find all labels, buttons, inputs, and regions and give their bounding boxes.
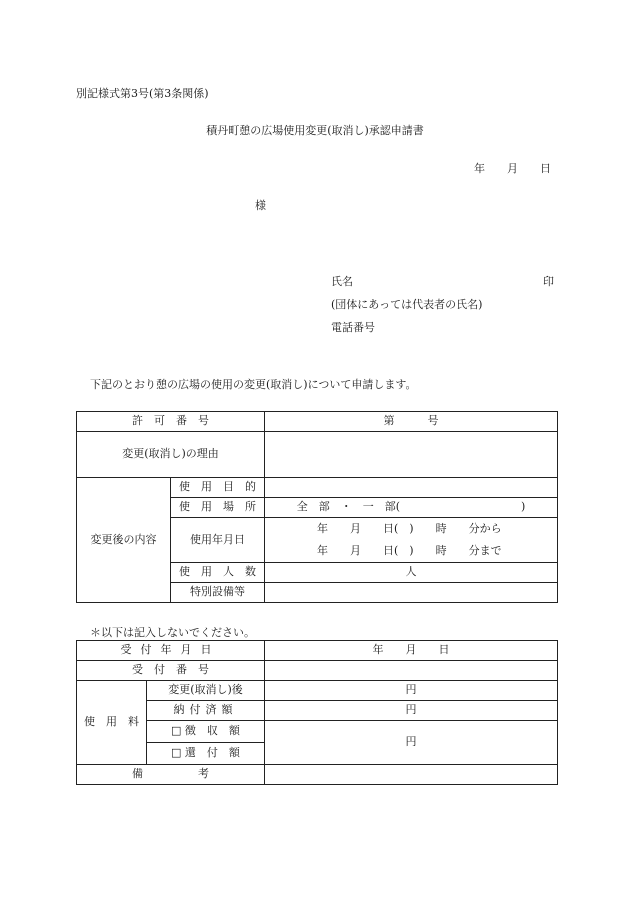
phone-label: 電話番号: [331, 321, 375, 334]
name-label: 氏名: [331, 275, 353, 288]
remarks-label: 備 考: [77, 765, 265, 785]
permit-number-label: 許 可 番 号: [77, 412, 265, 432]
date-from-line: 年 月 日( ) 時 分から: [317, 522, 502, 535]
fee-after-change-label: 変更(取消し)後: [147, 681, 265, 701]
place-label: 使 用 場 所: [171, 498, 265, 518]
date-label: 使用年月日: [171, 518, 265, 563]
date-to-line: 年 月 日( ) 時 分まで: [317, 544, 502, 557]
purpose-field[interactable]: [265, 478, 558, 498]
received-date-label: 受付年月日: [77, 641, 265, 661]
form-number: 別記様式第3号(第3条関係): [76, 87, 209, 100]
people-label: 使 用 人 数: [171, 563, 265, 583]
received-date-field[interactable]: 年 月 日: [265, 641, 558, 661]
received-number-row: [77, 661, 558, 681]
reason-label: 変更(取消し)の理由: [77, 432, 265, 478]
purpose-row: [77, 478, 558, 498]
purpose-label: 使 用 目 的: [171, 478, 265, 498]
addressee-suffix: 様: [255, 199, 266, 212]
paid-label: 納付済額: [147, 701, 265, 721]
received-number-field[interactable]: [265, 661, 558, 681]
received-number-label: 受 付 番 号: [77, 661, 265, 681]
office-use-notice: ＊以下は記入しないでください。: [90, 626, 255, 639]
paid-row: [77, 701, 558, 721]
fee-after-change-row: [77, 681, 558, 701]
remarks-row: [77, 765, 558, 785]
collect-checkbox-label[interactable]: □ 徴 収 額: [147, 721, 265, 743]
date-field[interactable]: [265, 518, 558, 563]
permit-number-field[interactable]: 第 号: [265, 412, 558, 432]
fee-after-change-field[interactable]: 円: [265, 681, 558, 701]
people-field[interactable]: 人: [265, 563, 558, 583]
date-line: 年 月 日: [474, 162, 551, 175]
refund-checkbox-label[interactable]: □ 還 付 額: [147, 743, 265, 765]
intro-text: 下記のとおり憩の広場の使用の変更(取消し)について申請します。: [90, 378, 417, 391]
remarks-field[interactable]: [265, 765, 558, 785]
equipment-label: 特別設備等: [171, 583, 265, 603]
collect-row: [77, 721, 558, 743]
after-change-label: 変更後の内容: [77, 478, 171, 603]
reason-field[interactable]: [265, 432, 558, 478]
group-representative-note: (団体にあっては代表者の氏名): [331, 298, 483, 311]
reason-row: [77, 432, 558, 478]
equipment-field[interactable]: [265, 583, 558, 603]
seal-mark: 印: [543, 275, 554, 288]
fee-label: 使 用 料: [77, 681, 147, 765]
received-date-row: [77, 641, 558, 661]
office-use-table: [76, 640, 558, 785]
application-table: [76, 411, 558, 603]
collect-refund-field[interactable]: 円: [265, 721, 558, 765]
paid-field[interactable]: 円: [265, 701, 558, 721]
permit-number-row: [77, 412, 558, 432]
form-title: 積丹町憩の広場使用変更(取消し)承認申請書: [206, 124, 424, 137]
place-field[interactable]: 全 部 ・ 一 部( ): [265, 498, 558, 518]
